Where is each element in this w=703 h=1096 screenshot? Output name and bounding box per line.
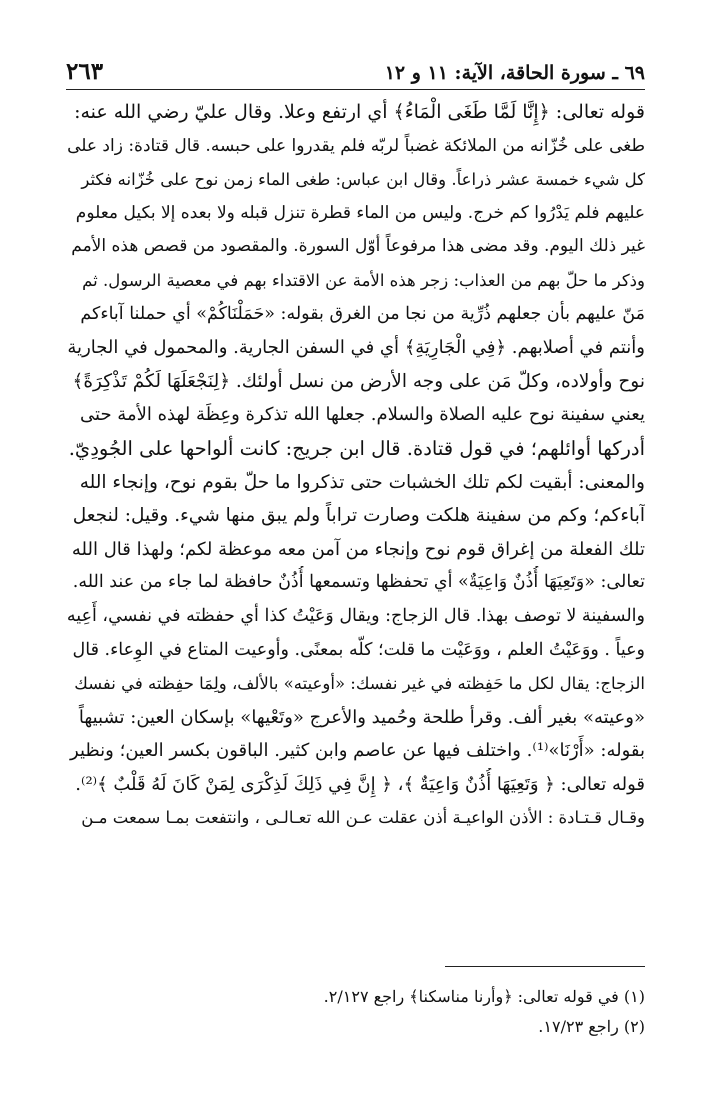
text-line: بقوله: «أَرْنَا»⁽¹⁾. واختلف فيها عن عاصم وابن كثير. الباقون بكسر العين؛ ونظير bbox=[70, 740, 645, 762]
main-text bbox=[66, 96, 645, 835]
text-line: يعني سفينة نوح عليه الصلاة والسلام. جعلها الله تذكرة وعِظَة لهذه الأمة حتى bbox=[80, 404, 645, 426]
text-line: «وعيته» بغير ألف. وقرأ طلحة وحُميد والأعرج «وتَعْيها» بإسكان العين: تشبيهاً bbox=[78, 706, 645, 728]
text-line: مَنّ عليهم بأن جعلهم ذُرِّية من نجا من الغرق بقوله: «حَمَلْنَاكُمْ» أي حملنا آباءكم bbox=[80, 303, 645, 324]
page-header bbox=[66, 0, 645, 90]
text-line: عليهم فلم يَدْرُوا كم خرج. وليس من الماء قطرة تنزل قبله ولا بعده إلا بكيل معلوم bbox=[75, 202, 645, 223]
text-line: والسفينة لا توصف بهذا. قال الزجاج: ويقال وَعَيْتُ كذا أي حفظته في نفسي، أَعِيه bbox=[66, 605, 645, 626]
text-line: نوح وأولاده، وكلّ مَن على وجه الأرض من نسل أولئك. ﴿لِنَجْعَلَهَا لَكُمْ تَذْكِرَةً﴾ bbox=[72, 370, 645, 392]
text-line: تعالى: «وَتَعِيَهَا أُذُنٌ وَاعِيَةٌ» أي تحفظها وتسمعها أُذُنٌ حافظة لما جاء من عند الله. bbox=[72, 572, 645, 593]
text-line: آباءكم؛ وكم من سفينة هلكت وصارت تراباً ولم يبق منها شيء. وقيل: لنجعل bbox=[72, 505, 645, 527]
running-title: ٦٩ ـ سورة الحاقة، الآية: ١١ و ١٢ bbox=[384, 62, 645, 84]
footnotes bbox=[66, 982, 645, 1042]
footnote-divider bbox=[445, 966, 645, 967]
footnote: (٢) راجع ١٧/٢٣. bbox=[538, 1017, 645, 1036]
text-line: كل شيء خمسة عشر ذراعاً. وقال ابن عباس: طغى الماء زمن نوح على خُزّانه فكثر bbox=[81, 170, 645, 190]
text-line: وأنتم في أصلابهم. ﴿فِي الْجَارِيَةِ﴾ أي في السفن الجارية. والمحمول في الجارية bbox=[67, 337, 645, 359]
text-line: وعياً . ووَعَيْتُ العلم ، ووَعَيْت ما قلت؛ كلّه بمعنًى. وأوعيت المتاع في الوِعاء. قال bbox=[72, 639, 645, 660]
page-number: ٢٦٣ bbox=[66, 58, 104, 85]
text-line: والمعنى: أبقيت لكم تلك الخشبات حتى تذكروا ما حلّ بقوم نوح، وإنجاء الله bbox=[79, 471, 645, 493]
text-line: الزجاج: يقال لكل ما حَفِظته في غير نفسك: «أوعيته» بالألف، ولِمَا حفِظته في نفسك bbox=[74, 674, 645, 694]
text-line: غير ذلك اليوم. وقد مضى هذا مرفوعاً أوّل السورة. والمقصود من قصص هذه الأمم bbox=[71, 236, 645, 257]
text-line: تلك الفعلة من إغراق قوم نوح وإنجاء من آمن معه موعظة لكم؛ ولهذا قال الله bbox=[71, 538, 645, 560]
text-line: وقـال قـتـادة : الأذن الواعيـة أذن عقلت عـن الله تعـالـى ، وانتفعت بمـا سمعت مـن bbox=[81, 808, 645, 828]
text-line: وذكر ما حلّ بهم من العذاب: زجر هذه الأمة عن الاقتداء بهم في معصية الرسول. ثم bbox=[82, 270, 645, 290]
footnote: (١) في قوله تعالى: ﴿وأرنا مناسكنا﴾ راجع ٢/١٢٧. bbox=[323, 987, 645, 1006]
text-line: أدركها أوائلهم؛ في قول قتادة. قال ابن جريج: كانت ألواحها على الجُودِيّ. bbox=[68, 436, 645, 460]
text-line: طغى على خُزّانه من الملائكة غضباً لربّه فلم يقدروا على حبسه. قال قتادة: زاد على bbox=[67, 135, 645, 156]
text-line: قوله تعالى: ﴿إِنَّا لَمَّا طَغَى الْمَاءُ﴾ أي ارتفع وعلا. وقال عليّ رضي الله عنه: bbox=[74, 101, 645, 123]
text-line: قوله تعالى: ﴿ وَتَعِيَهَا أُذُنٌ وَاعِيَةٌ ﴾، ﴿ إِنَّ فِي ذَلِكَ لَذِكْرَى لِمَنْ كَانَ لَهُ قَلْبٌ ﴾⁽²⁾. bbox=[75, 773, 645, 795]
